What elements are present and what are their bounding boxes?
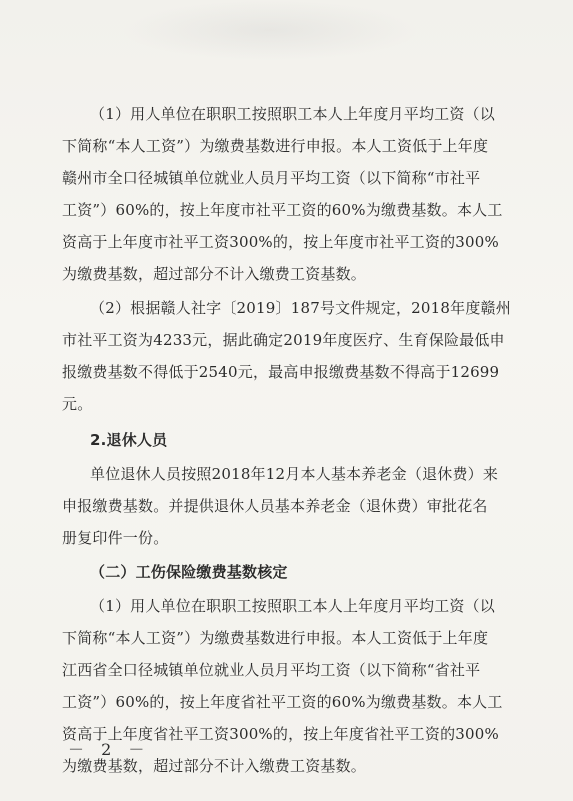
paragraph-line: 为缴费基数，超过部分不计入缴费工资基数。 [62, 265, 367, 283]
paragraph-line: 册复印件一份。 [62, 529, 169, 547]
paragraph-line: 资高于上年度市社平工资300%的，按上年度市社平工资的300% [62, 233, 499, 251]
paragraph-line: 资高于上年度省社平工资300%的，按上年度省社平工资的300% [62, 725, 499, 743]
paragraph-line: 下简称“本人工资”）为缴费基数进行申报。本人工资低于上年度 [62, 137, 489, 155]
section-heading: 2.退休人员 [90, 431, 168, 449]
paragraph-line: 单位退休人员按照2018年12月本人基本养老金（退休费）来 [90, 465, 499, 483]
paragraph-line: 报缴费基数不得低于2540元，最高申报缴费基数不得高于12699 [62, 363, 500, 381]
paragraph-line: 申报缴费基数。并提供退休人员基本养老金（退休费）审批花名 [62, 497, 488, 515]
paragraph-line: （1）用人单位在职职工按照职工本人上年度月平均工资（以 [90, 105, 495, 123]
paragraph-line: 工资”）60%的，按上年度省社平工资的60%为缴费基数。本人工 [62, 693, 503, 711]
paragraph-line: （2）根据赣人社字〔2019〕187号文件规定，2018年度赣州 [90, 299, 511, 317]
paragraph-line: 下简称“本人工资”）为缴费基数进行申报。本人工资低于上年度 [62, 629, 489, 647]
paragraph-line: （1）用人单位在职职工按照职工本人上年度月平均工资（以 [90, 597, 495, 615]
paragraph-line: 元。 [62, 395, 93, 413]
scan-bleed-through [120, 0, 420, 60]
page-number: － 2 － [68, 740, 151, 759]
paragraph-line: 工资”）60%的，按上年度市社平工资的60%为缴费基数。本人工 [62, 201, 503, 219]
paragraph-line: 赣州市全口径城镇单位就业人员月平均工资（以下简称“市社平 [62, 169, 481, 187]
section-heading: （二）工伤保险缴费基数核定 [90, 563, 288, 581]
paragraph-line: 江西省全口径城镇单位就业人员月平均工资（以下简称“省社平 [62, 661, 481, 679]
paragraph-line: 市社平工资为4233元，据此确定2019年度医疗、生育保险最低申 [62, 331, 505, 349]
paragraph-line: 为缴费基数，超过部分不计入缴费工资基数。 [62, 757, 367, 775]
